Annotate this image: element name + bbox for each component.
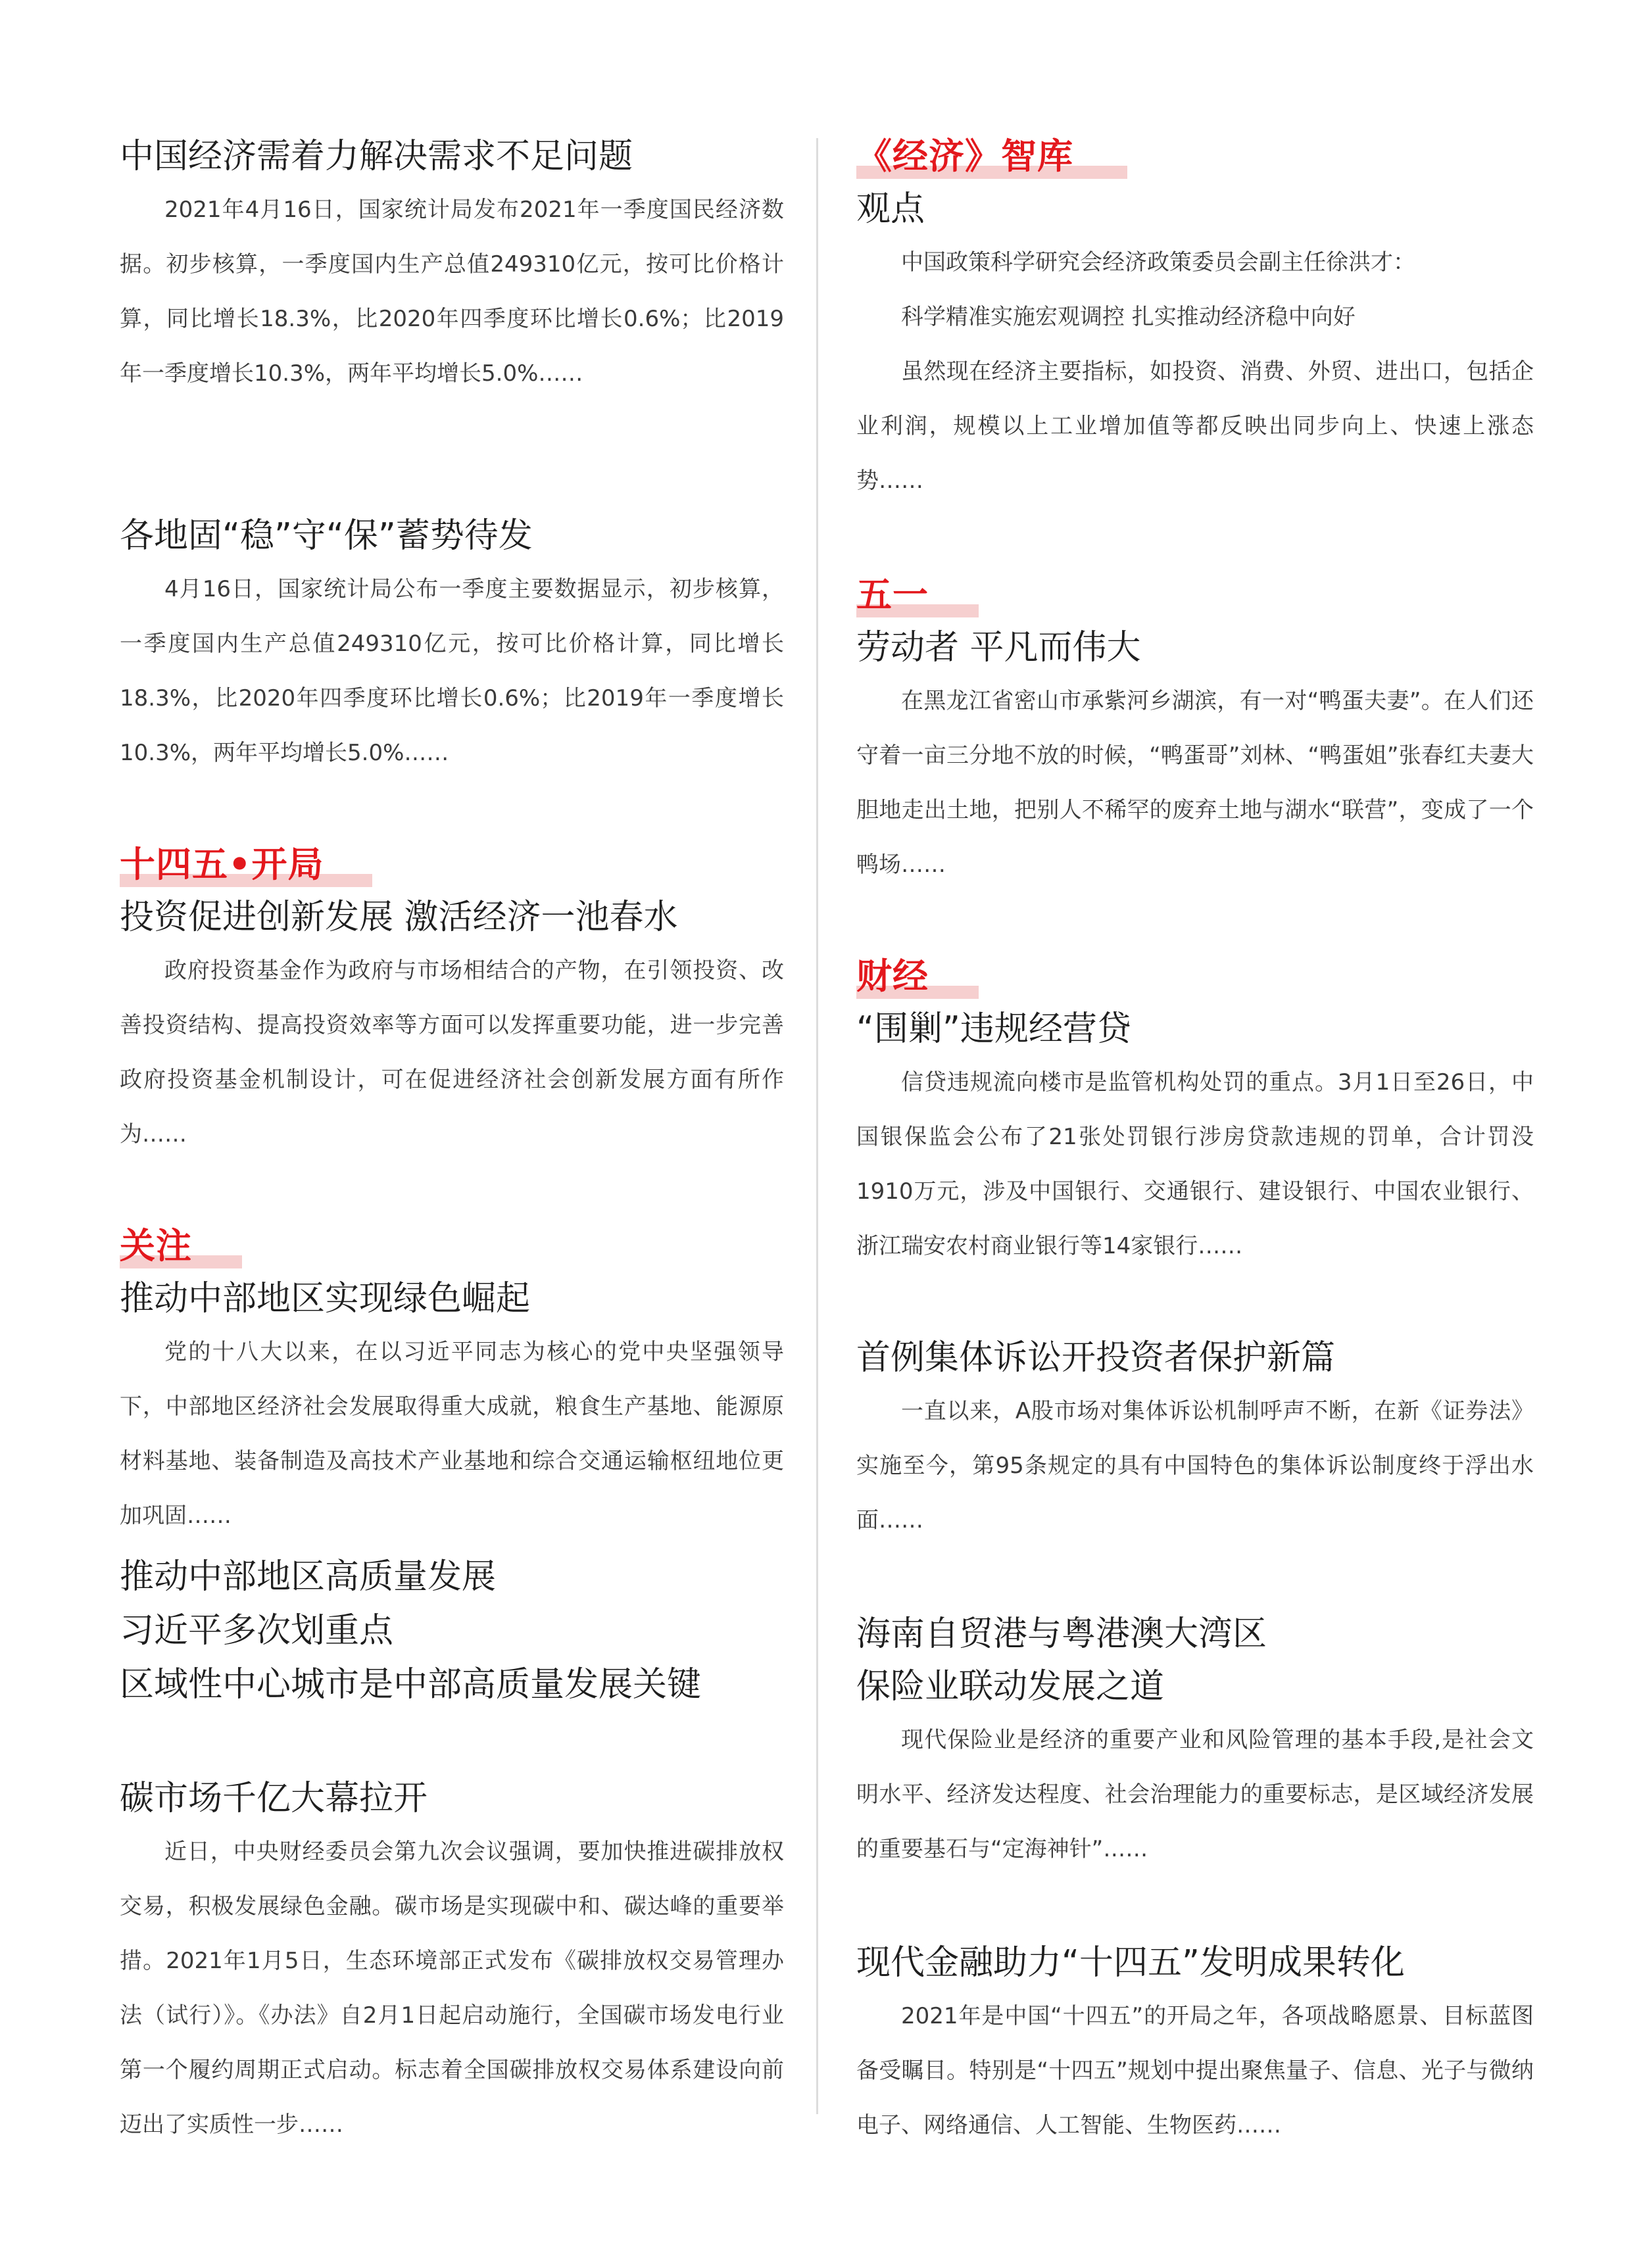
article-carbon-market[interactable] — [120, 1772, 784, 2152]
related-link[interactable]: 区域性中心城市是中部高质量发展关键 — [120, 1665, 702, 1704]
section-header — [856, 569, 1534, 621]
article-title[interactable]: 劳动者 平凡而伟大 — [856, 628, 1141, 667]
related-link[interactable]: 习近平多次划重点 — [120, 1611, 394, 1651]
section-header — [856, 950, 1534, 1003]
article-demand-shortage[interactable] — [120, 130, 784, 401]
article-insurance[interactable] — [856, 1608, 1534, 1877]
article-class-action[interactable] — [856, 1332, 1534, 1548]
article-labor[interactable] — [856, 569, 1534, 892]
article-title[interactable]: 中国经济需着力解决需求不足问题 — [120, 137, 633, 176]
article-body: 政府投资基金作为政府与市场相结合的产物，在引领投资、改善投资结构、提高投资效率等方面可以发挥重要功能，进一步完善政府投资基金机制设计，可在促进经济社会创新发展方面有所作为…… — [120, 957, 784, 1147]
column-divider — [816, 138, 818, 2114]
article-fintech[interactable] — [856, 1937, 1534, 2153]
article-title[interactable]: 现代金融助力“十四五”发明成果转化 — [856, 1943, 1405, 1983]
article-title[interactable]: 首例集体诉讼开投资者保护新篇 — [856, 1338, 1336, 1378]
related-links — [120, 1550, 784, 1712]
article-body: 现代保险业是经济的重要产业和风险管理的基本手段,是社会文明水平、经济发达程度、社会治理能力的重要标志，是区域经济发展的重要基石与“定海神针”…… — [856, 1727, 1534, 1862]
article-title-line1[interactable]: 海南自贸港与粤港澳大湾区 — [856, 1614, 1267, 1654]
section-header — [120, 838, 784, 891]
section-label: 十四五•开局 — [120, 844, 324, 885]
article-stabilize[interactable] — [120, 510, 784, 781]
article-title[interactable]: 碳市场千亿大幕拉开 — [120, 1779, 428, 1818]
article-central-region[interactable] — [120, 1220, 784, 1712]
article-think-tank[interactable] — [856, 130, 1534, 508]
section-label: 关注 — [120, 1225, 192, 1267]
article-title[interactable]: 推动中部地区实现绿色崛起 — [120, 1279, 531, 1318]
article-body: 虽然现在经济主要指标，如投资、消费、外贸、进出口，包括企业利润，规模以上工业增加值等都反映出同步向上、快速上涨态势…… — [856, 358, 1534, 494]
article-body: 2021年是中国“十四五”的开局之年，各项战略愿景、目标蓝图备受瞩目。特别是“十四五”规划中提出聚焦量子、信息、光子与微纳电子、网络通信、人工智能、生物医药…… — [856, 2003, 1534, 2138]
article-body: 一直以来，A股市场对集体诉讼机制呼声不断，在新《证券法》实施至今，第95条规定的具有中国特色的集体诉讼制度终于浮出水面…… — [856, 1398, 1534, 1533]
article-subline: 科学精准实施宏观调控 扎实推动经济稳中向好 — [901, 304, 1356, 330]
section-label: 财经 — [856, 955, 929, 997]
article-body: 2021年4月16日，国家统计局发布2021年一季度国民经济数据。初步核算，一季度国内生产总值249310亿元，按可比价格计算，同比增长18.3%，比2020年四季度环比增长0.6%；比2019年一季度增长10.3%，两年平均增长5.0%…… — [120, 197, 784, 387]
article-title[interactable]: 投资促进创新发展 激活经济一池春水 — [120, 898, 678, 937]
article-title-line2[interactable]: 保险业联动发展之道 — [856, 1667, 1165, 1706]
article-body: 在黑龙江省密山市承紫河乡湖滨，有一对“鸭蛋夫妻”。在人们还守着一亩三分地不放的时候，“鸭蛋哥”刘林、“鸭蛋姐”张春红夫妻大胆地走出土地，把别人不稀罕的废弃土地与湖水“联营”，变成了一个鸭场…… — [856, 688, 1534, 878]
article-body: 近日，中央财经委员会第九次会议强调，要加快推进碳排放权交易，积极发展绿色金融。碳市场是实现碳中和、碳达峰的重要举措。2021年1月5日，生态环境部正式发布《碳排放权交易管理办法（试行）》。《办法》自2月1日起启动施行，全国碳市场发电行业第一个履约周期正式启动。标志着全国碳排放权交易体系建设向前迈出了实质性一步…… — [120, 1839, 784, 2138]
article-investment[interactable] — [120, 838, 784, 1162]
section-label: 《经济》智库 — [856, 135, 1073, 177]
article-body: 4月16日，国家统计局公布一季度主要数据显示，初步核算，一季度国内生产总值249310亿元，按可比价格计算，同比增长18.3%，比2020年四季度环比增长0.6%；比2019年一季度增长10.3%，两年平均增长5.0%…… — [120, 576, 784, 766]
article-body: 党的十八大以来，在以习近平同志为核心的党中央坚强领导下，中部地区经济社会发展取得重大成就，粮食生产基地、能源原材料基地、装备制造及高技术产业基地和综合交通运输枢纽地位更加巩固…… — [120, 1339, 784, 1529]
section-header — [120, 1220, 784, 1272]
article-title[interactable]: 各地固“稳”守“保”蓄势待发 — [120, 516, 533, 556]
article-title[interactable]: 观点 — [856, 189, 925, 229]
section-header — [856, 130, 1534, 183]
article-title[interactable]: “围剿”违规经营贷 — [856, 1009, 1131, 1049]
article-finance[interactable] — [856, 950, 1534, 1274]
section-label: 五一 — [856, 574, 929, 615]
related-link[interactable]: 推动中部地区高质量发展 — [120, 1557, 497, 1597]
article-subline: 中国政策科学研究会经济政策委员会副主任徐洪才： — [901, 249, 1415, 276]
article-body: 信贷违规流向楼市是监管机构处罚的重点。3月1日至26日，中国银保监会公布了21张处罚银行涉房贷款违规的罚单，合计罚没1910万元，涉及中国银行、交通银行、建设银行、中国农业银行、浙江瑞安农村商业银行等14家银行…… — [856, 1069, 1534, 1259]
